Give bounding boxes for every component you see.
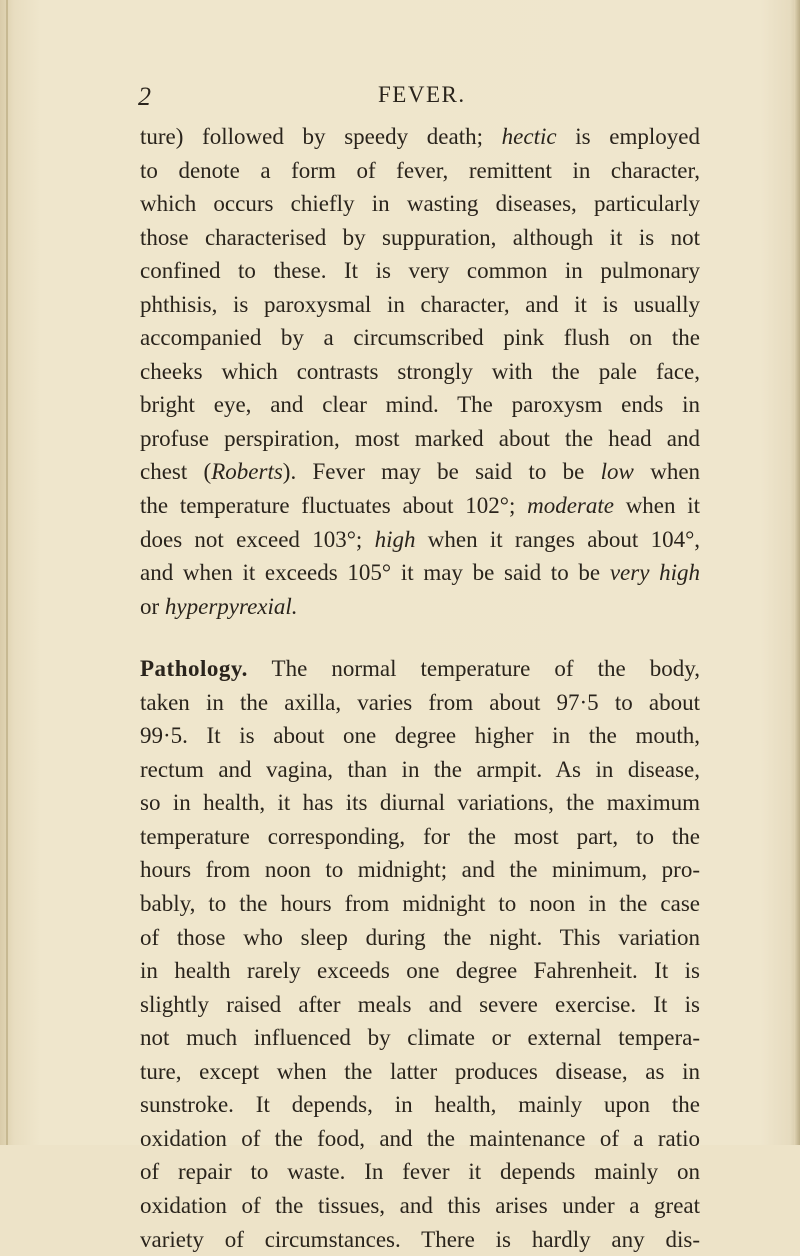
binding-gutter xyxy=(6,0,8,1145)
text-line: confined to these. It is very common in pulmonary xyxy=(140,254,700,288)
text-line: variety of circumstances. There is hardly any dis- xyxy=(140,1223,700,1256)
italic-term-hyperpyrexial: hyperpyrexial. xyxy=(165,594,298,619)
text-line: so in health, it has its diurnal variations, the maximum xyxy=(140,786,700,820)
italic-term-moderate: moderate xyxy=(527,493,614,518)
text-line: of those who sleep during the night. This variation xyxy=(140,921,700,955)
text-line: slightly raised after meals and severe exercise. It is xyxy=(140,988,700,1022)
text-line: not much influenced by climate or external tempera- xyxy=(140,1021,700,1055)
paragraph-gap xyxy=(140,623,700,652)
page-edge xyxy=(794,0,800,1145)
text-line: the temperature fluctuates about 102°; moderate when it xyxy=(140,489,700,523)
text-line: does not exceed 103°; high when it ranges about 104°, xyxy=(140,523,700,557)
text-line: bright eye, and clear mind. The paroxysm ends in xyxy=(140,388,700,422)
text-line: and when it exceeds 105° it may be said to be very high xyxy=(140,556,700,590)
page-number: 2 xyxy=(138,82,152,112)
italic-term-very-high: very high xyxy=(610,560,700,585)
text-line: oxidation of the tissues, and this arises under a great xyxy=(140,1189,700,1223)
text-line: rectum and vagina, than in the armpit. As in disease, xyxy=(140,753,700,787)
text-line: chest (Roberts). Fever may be said to be low when xyxy=(140,455,700,489)
text-line: oxidation of the food, and the maintenance of a ratio xyxy=(140,1122,700,1156)
paragraph-pathology xyxy=(140,652,700,1256)
text-line: hours from noon to midnight; and the minimum, pro- xyxy=(140,853,700,887)
running-head: FEVER. xyxy=(378,82,466,108)
body-text xyxy=(140,120,700,1256)
italic-term-low: low xyxy=(601,459,634,484)
text-line: in health rarely exceeds one degree Fahrenheit. It is xyxy=(140,954,700,988)
text-line: temperature corresponding, for the most part, to the xyxy=(140,820,700,854)
text-line: phthisis, is paroxysmal in character, and it is usually xyxy=(140,288,700,322)
text-line: or hyperpyrexial. xyxy=(140,590,700,624)
page-header xyxy=(138,82,698,112)
text-line: ture, except when the latter produces disease, as in xyxy=(140,1055,700,1089)
paragraph-hectic-fever xyxy=(140,120,700,623)
italic-term-hectic: hectic xyxy=(502,124,557,149)
text-line: Pathology. The normal temperature of the body, xyxy=(140,652,700,686)
section-heading-pathology: Pathology. xyxy=(140,656,248,681)
text-line: taken in the axilla, varies from about 97·5 to about xyxy=(140,686,700,720)
text-line: those characterised by suppuration, although it is not xyxy=(140,221,700,255)
text-line: of repair to waste. In fever it depends mainly on xyxy=(140,1155,700,1189)
italic-term-high: high xyxy=(375,527,416,552)
text-line: profuse perspiration, most marked about the head and xyxy=(140,422,700,456)
italic-citation-roberts: Roberts xyxy=(211,459,283,484)
text-line: which occurs chiefly in wasting diseases, particularly xyxy=(140,187,700,221)
text-line: to denote a form of fever, remittent in character, xyxy=(140,154,700,188)
text-line: ture) followed by speedy death; hectic is employed xyxy=(140,120,700,154)
text-line: cheeks which contrasts strongly with the pale face, xyxy=(140,355,700,389)
text-line: bably, to the hours from midnight to noon in the case xyxy=(140,887,700,921)
text-line: accompanied by a circumscribed pink flush on the xyxy=(140,321,700,355)
text-line: 99·5. It is about one degree higher in the mouth, xyxy=(140,719,700,753)
text-line: sunstroke. It depends, in health, mainly upon the xyxy=(140,1088,700,1122)
